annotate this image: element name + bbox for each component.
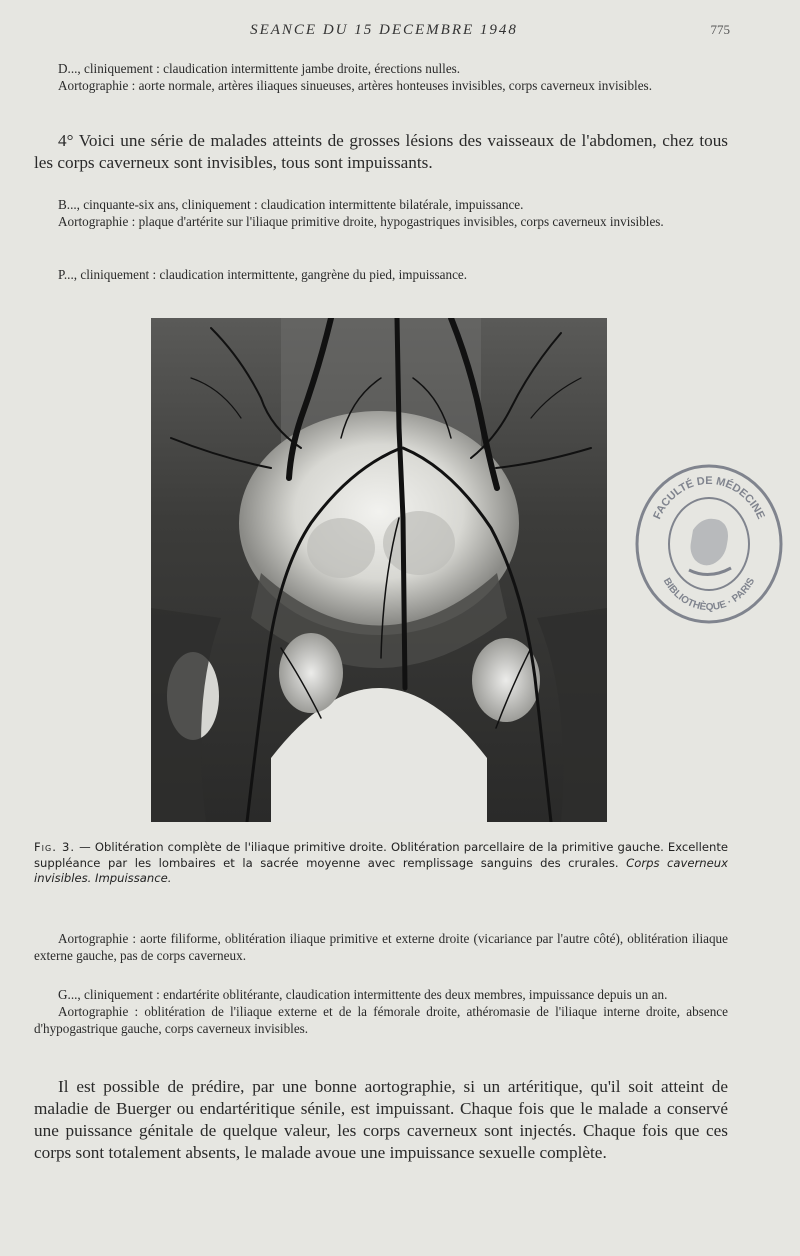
svg-text:BIBLIOTHÈQUE · PARIS	[661, 576, 757, 613]
running-title: SEANCE DU 15 DECEMBRE 1948	[250, 22, 518, 38]
stamp-bottom-text: BIBLIOTHÈQUE · PARIS	[660, 576, 758, 614]
case-p-aorto-block	[34, 930, 728, 964]
case-d-aortography: Aortographie : aorte normale, artères iliaques sinueuses, artères honteuses invisibles, corps caverneux invisibles.	[58, 78, 652, 93]
figure-caption-text: — Oblitération complète de l'iliaque primitive droite. Oblitération parcellaire de la primitive gauche. Excellente suppléance par les lombaires et la sacrée moyenne avec remplissage sanguins des crurales.	[34, 840, 728, 870]
aortography-image	[151, 318, 607, 822]
conclusion-text: Il est possible de prédire, par une bonne aortographie, si un artéritique, qu'il soit atteint de maladie de Buerger ou endartéritique sénile, est impuissant. Chaque fois que le malade a conservé une puissance génitale de quelque valeur, les corps caverneux sont injectés. Chaque fois que ces corps sont totalement absents, le malade avoue une impuissance sexuelle complète.	[34, 1077, 728, 1162]
case-g-aortography: Aortographie : oblitération de l'iliaque externe et de la fémorale droite, athéromasie de l'iliaque interne droite, absence d'hypogastrique gauche, corps caverneux invisibles.	[34, 1004, 728, 1036]
case-b-aortography: Aortographie : plaque d'artérite sur l'iliaque primitive droite, hypogastriques invisibles, corps caverneux invisibles.	[58, 214, 664, 229]
figure-label: Fig. 3.	[34, 840, 76, 854]
running-head	[0, 22, 800, 42]
conclusion-block	[34, 1076, 728, 1164]
case-g-block	[34, 986, 728, 1037]
case-p-clinical: P..., cliniquement : claudication intermittente, gangrène du pied, impuissance.	[58, 267, 468, 282]
figure-caption	[34, 840, 728, 887]
figure-caption-italic: Corps caverneux invisibles. Impuissance.	[34, 855, 728, 886]
case-d-block	[34, 60, 728, 94]
case-b-block	[34, 196, 728, 230]
case-p-aortography: Aortographie : aorte filiforme, oblitération iliaque primitive et externe droite (vicariance par l'autre côté), oblitération iliaque externe gauche, pas de corps caverneux.	[34, 931, 728, 963]
case-p-block	[34, 266, 728, 283]
aortography-figure	[151, 318, 607, 822]
case-d-clinical: D..., cliniquement : claudication intermittente jambe droite, érections nulles.	[58, 61, 461, 76]
case-g-clinical: G..., cliniquement : endartérite oblitérante, claudication intermittente des deux membres, impuissance depuis un an.	[58, 987, 668, 1002]
library-stamp-graphic	[633, 460, 785, 628]
case-b-clinical: B..., cinquante-six ans, cliniquement : claudication intermittente bilatérale, impuissance.	[58, 197, 524, 212]
library-stamp	[633, 460, 785, 628]
section-4-text: 4° Voici une série de malades atteints de grosses lésions des vaisseaux de l'abdomen, chez tous les corps caverneux sont invisibles, tous sont impuissants.	[34, 131, 728, 172]
stamp-top-text: FACULTÉ DE MÉDECINE	[651, 474, 767, 522]
section-4-intro	[34, 130, 728, 174]
page-number: 775	[710, 22, 730, 37]
